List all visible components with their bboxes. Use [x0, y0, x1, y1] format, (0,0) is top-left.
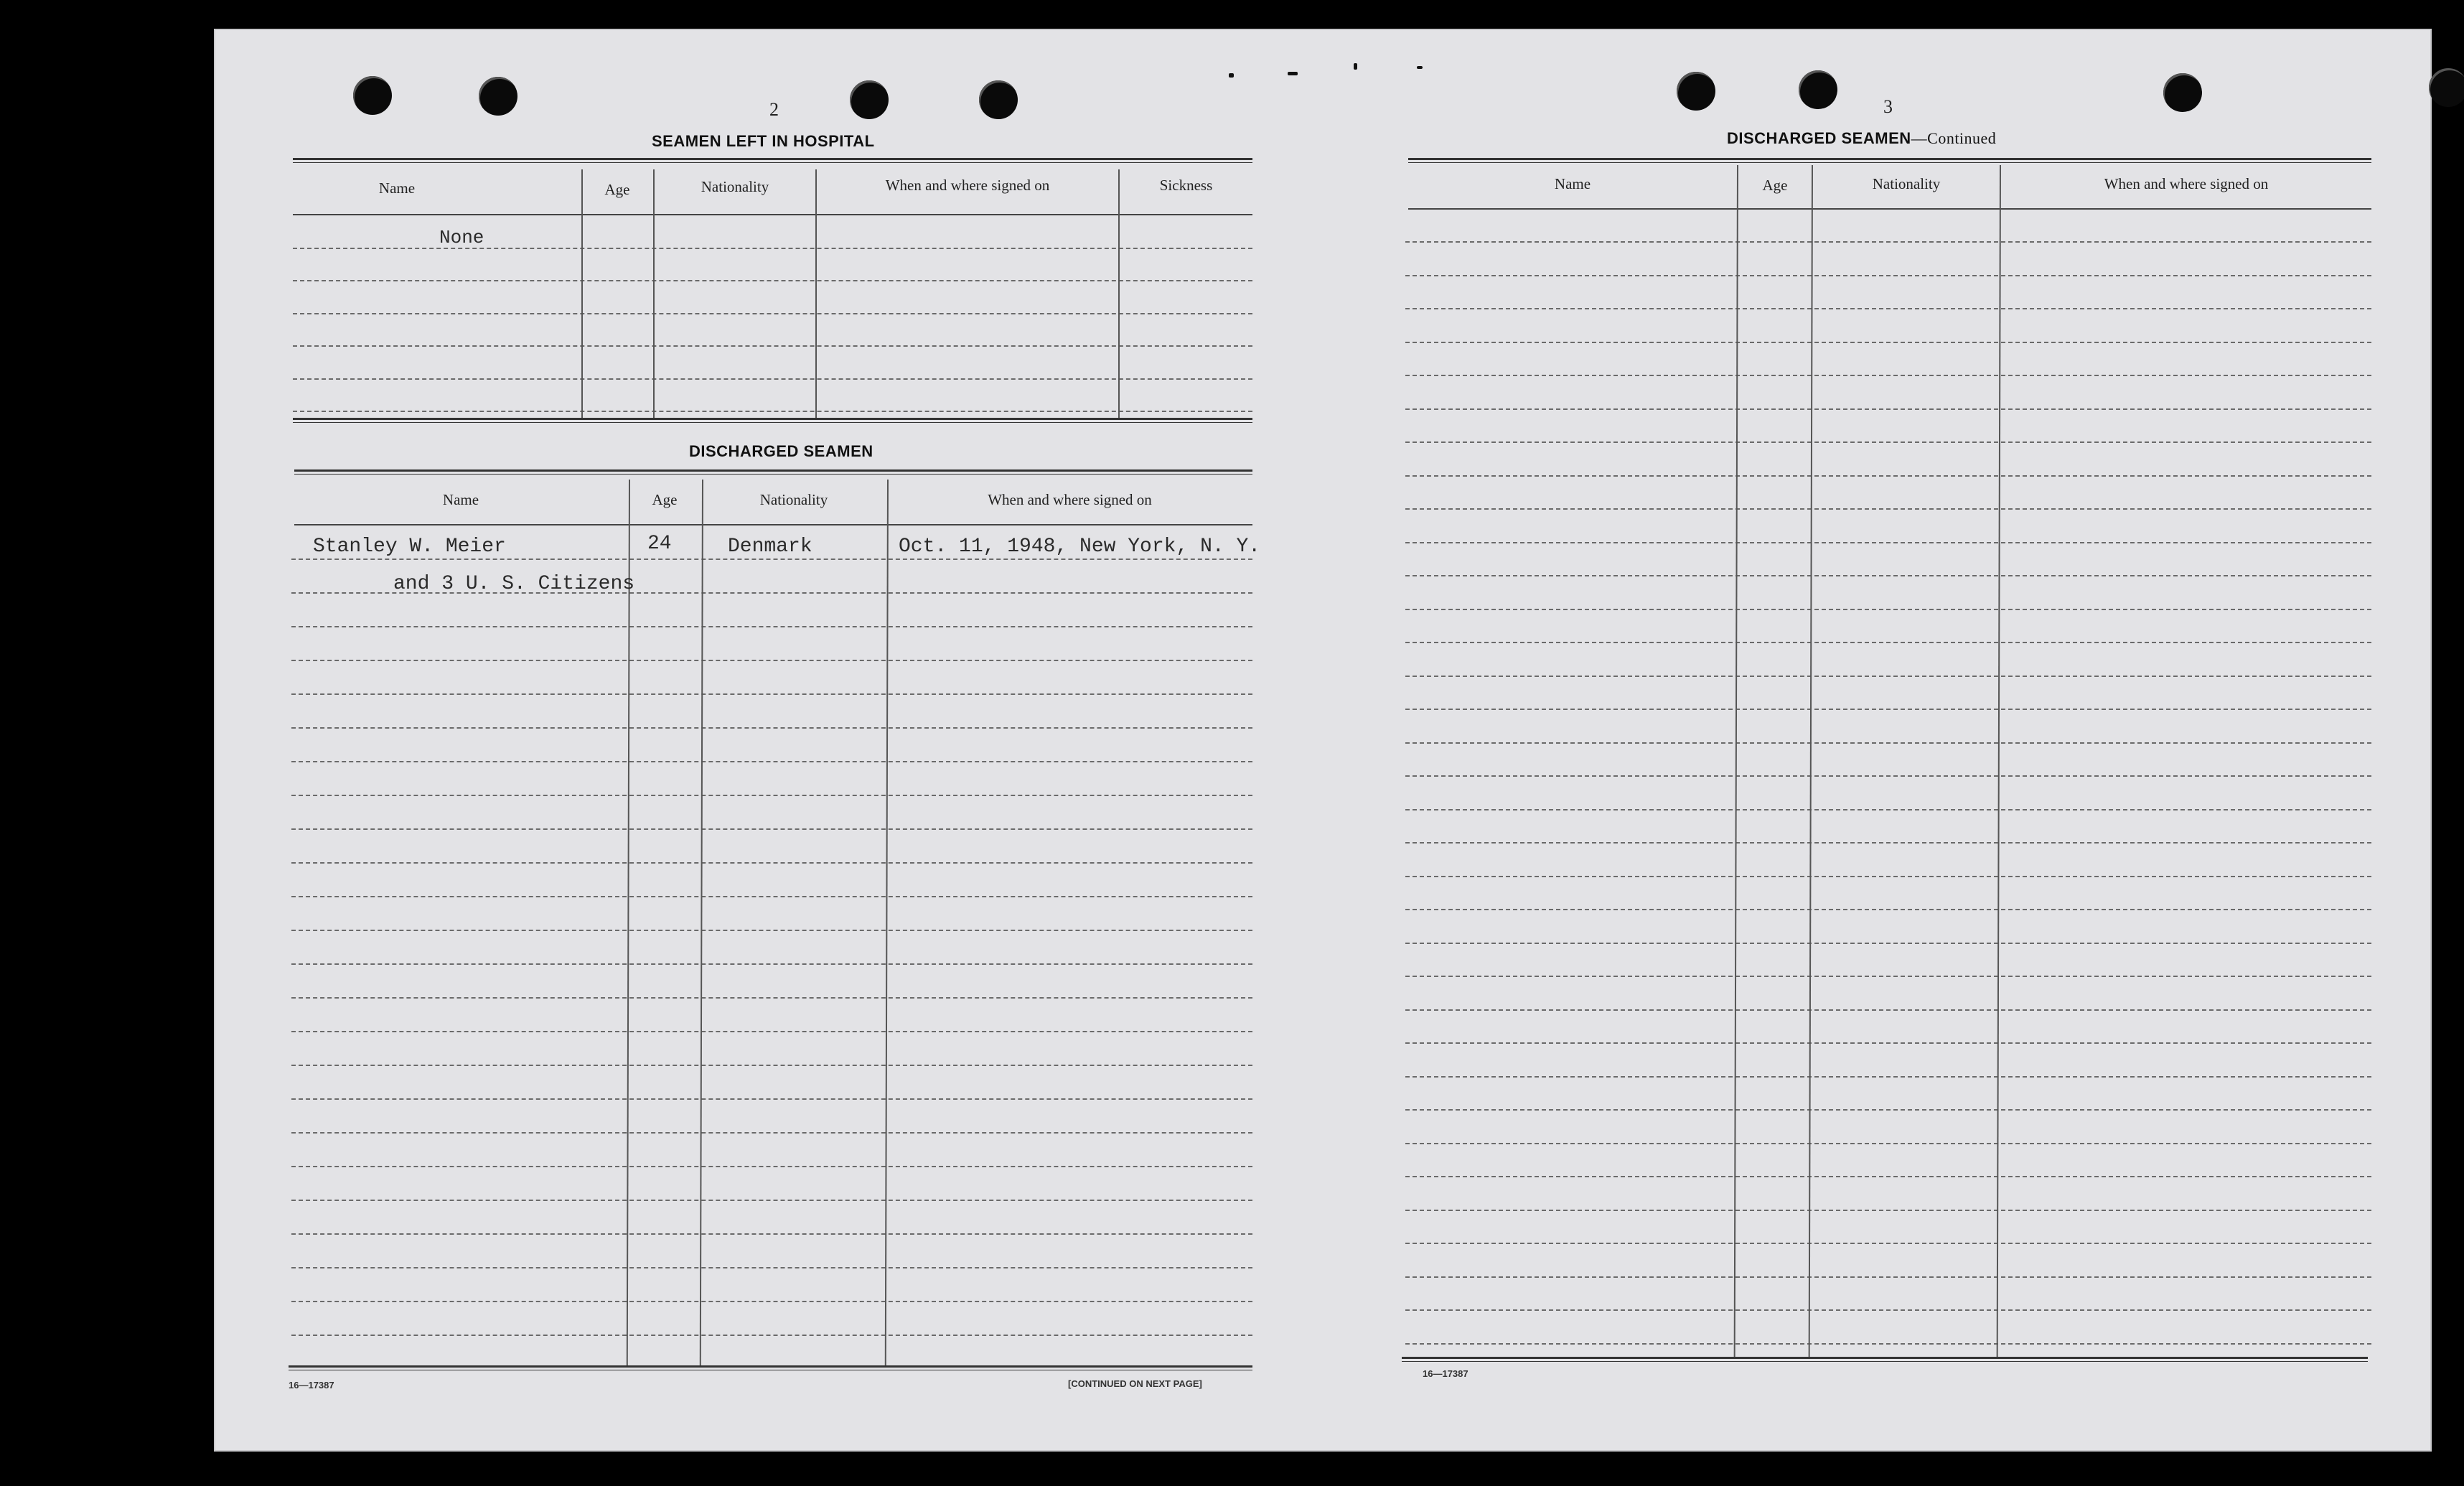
- form-number: 16—17387: [1423, 1368, 1468, 1379]
- table-bottom-rule: [289, 1365, 1252, 1368]
- row-rule: [293, 280, 1252, 281]
- row-rule: [291, 1200, 1252, 1201]
- column-divider: [627, 480, 630, 1365]
- punch-hole: [979, 80, 1018, 119]
- row-rule: [1405, 642, 2371, 643]
- section-title: DISCHARGED SEAMEN: [689, 442, 873, 460]
- table-top-rule: [294, 469, 1252, 472]
- table-bottom-rule: [1402, 1357, 2368, 1359]
- form-number: 16—17387: [289, 1380, 334, 1391]
- row-rule: [1405, 1109, 2371, 1111]
- row-rule: [1405, 475, 2371, 477]
- row-rule: [291, 862, 1252, 864]
- row-rule: [291, 1233, 1252, 1235]
- row-rule: [291, 761, 1252, 762]
- column-divider: [653, 169, 655, 418]
- column-divider: [815, 169, 817, 418]
- row-rule: [1405, 1042, 2371, 1044]
- row-rule: [293, 313, 1252, 314]
- column-divider: [1809, 165, 1813, 1357]
- row-rule: [291, 660, 1252, 661]
- row-rule: [291, 896, 1252, 897]
- row-rule: [293, 345, 1252, 347]
- row-rule: [1405, 275, 2371, 276]
- header-rule: [294, 524, 1252, 525]
- table-cell-nationality: Denmark: [728, 536, 812, 558]
- row-rule: [291, 1098, 1252, 1100]
- row-rule: [1405, 609, 2371, 610]
- row-rule: [291, 1335, 1252, 1336]
- column-divider: [581, 169, 583, 418]
- row-rule: [1405, 1243, 2371, 1244]
- row-rule: [1405, 408, 2371, 410]
- table-cell: None: [439, 227, 484, 248]
- row-rule: [291, 626, 1252, 627]
- table-cell-signed-on: Oct. 11, 1948, New York, N. Y.: [899, 536, 1261, 558]
- row-rule: [1405, 1143, 2371, 1144]
- row-rule: [291, 727, 1252, 729]
- row-rule: [291, 930, 1252, 931]
- table-top-rule: [293, 158, 1252, 160]
- column-divider: [1997, 165, 2001, 1357]
- punch-hole: [2429, 68, 2464, 107]
- row-rule: [1405, 1210, 2371, 1211]
- row-rule: [1405, 943, 2371, 944]
- punch-hole: [1677, 72, 1715, 111]
- row-rule: [1405, 508, 2371, 510]
- footer-note: [CONTINUED ON NEXT PAGE]: [1068, 1378, 1202, 1389]
- row-rule: [1405, 1009, 2371, 1011]
- table-cell-name: Stanley W. Meier: [313, 536, 506, 558]
- ink-speck: [1417, 66, 1423, 69]
- row-rule: [291, 963, 1252, 965]
- page-number: 3: [1883, 96, 1893, 117]
- row-rule: [1405, 1309, 2371, 1311]
- row-rule: [291, 1031, 1252, 1032]
- row-rule: [1405, 241, 2371, 243]
- row-rule: [1405, 976, 2371, 977]
- section-title-text: DISCHARGED SEAMEN: [1727, 129, 1911, 147]
- column-divider: [885, 480, 889, 1365]
- row-rule: [1405, 909, 2371, 910]
- row-rule: [1405, 441, 2371, 443]
- column-header-nationality: Nationality: [1872, 175, 1941, 192]
- table-bottom-rule: [293, 418, 1252, 420]
- row-rule: [291, 828, 1252, 830]
- table-cell-name: and 3 U. S. Citizens: [393, 573, 635, 595]
- row-rule: [291, 693, 1252, 695]
- ink-speck: [1354, 63, 1357, 70]
- row-rule: [1405, 676, 2371, 677]
- punch-hole: [1799, 70, 1837, 109]
- row-rule: [291, 1267, 1252, 1268]
- row-rule: [291, 795, 1252, 796]
- column-header-sickness: Sickness: [1159, 177, 1213, 194]
- section-title: [1727, 129, 1996, 148]
- ink-speck: [1229, 73, 1234, 78]
- column-header-name: Name: [378, 179, 416, 197]
- row-rule: [291, 1301, 1252, 1302]
- ink-speck: [1288, 72, 1298, 75]
- header-rule: [1408, 208, 2371, 210]
- column-header-name: Name: [1554, 175, 1591, 192]
- column-header-age: Age: [652, 491, 678, 508]
- table-top-rule: [1408, 158, 2371, 160]
- punch-hole: [850, 80, 889, 119]
- document-sheet: [214, 29, 2432, 1452]
- row-rule: [1405, 1276, 2371, 1278]
- section-title-suffix: —Continued: [1911, 129, 1997, 147]
- row-rule: [1405, 542, 2371, 543]
- page-number: 2: [769, 99, 779, 120]
- column-divider: [1734, 165, 1738, 1357]
- row-rule: [1405, 575, 2371, 576]
- table-cell-age: 24: [647, 533, 672, 555]
- row-rule: [293, 248, 1252, 249]
- column-header-name: Name: [442, 491, 479, 508]
- row-rule: [293, 378, 1252, 380]
- row-rule: [1405, 709, 2371, 710]
- column-header-nationality: Nationality: [759, 491, 828, 508]
- punch-hole: [479, 77, 517, 116]
- column-header-age: Age: [1762, 177, 1788, 194]
- row-rule: [293, 411, 1252, 412]
- column-header-nationality: Nationality: [701, 178, 769, 195]
- row-rule: [291, 559, 1252, 560]
- column-header-signed-on: When and where signed on: [885, 177, 1050, 194]
- column-header-signed-on: When and where signed on: [2104, 175, 2269, 192]
- punch-hole: [353, 76, 392, 115]
- row-rule: [1405, 809, 2371, 810]
- column-divider: [700, 480, 703, 1365]
- row-rule: [1405, 375, 2371, 376]
- row-rule: [291, 1065, 1252, 1066]
- row-rule: [1405, 1176, 2371, 1177]
- row-rule: [1405, 1076, 2371, 1078]
- column-divider: [1118, 169, 1120, 418]
- column-header-signed-on: When and where signed on: [988, 491, 1152, 508]
- row-rule: [1405, 1343, 2371, 1345]
- row-rule: [1405, 842, 2371, 844]
- row-rule: [1405, 775, 2371, 777]
- row-rule: [291, 1166, 1252, 1167]
- row-rule: [1405, 342, 2371, 343]
- row-rule: [291, 1132, 1252, 1134]
- row-rule: [1405, 742, 2371, 744]
- punch-hole: [2163, 73, 2202, 112]
- row-rule: [1405, 876, 2371, 877]
- section-title: SEAMEN LEFT IN HOSPITAL: [652, 132, 875, 150]
- row-rule: [291, 997, 1252, 999]
- column-header-age: Age: [604, 181, 630, 198]
- row-rule: [1405, 308, 2371, 309]
- header-rule: [293, 214, 1252, 215]
